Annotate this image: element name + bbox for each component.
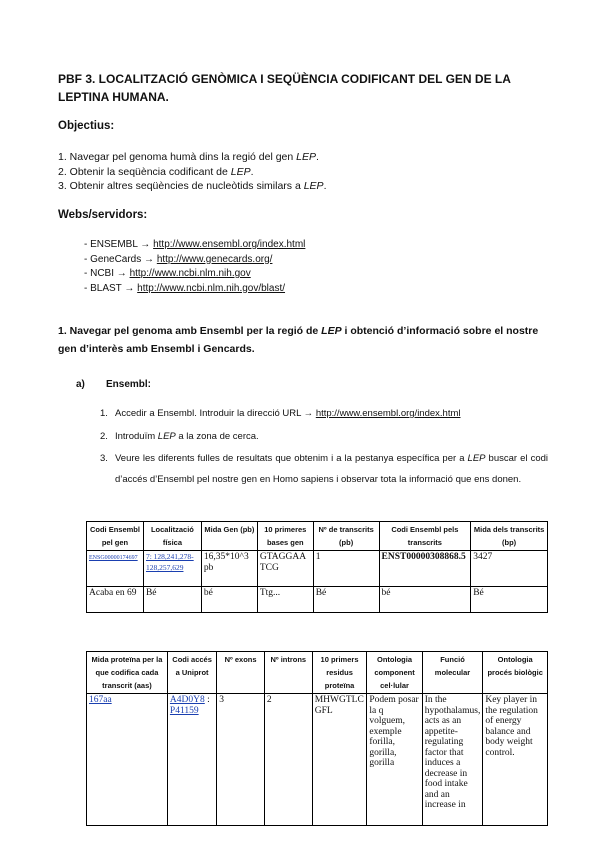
ncbi-link[interactable]: http://www.ncbi.nlm.nih.gov	[129, 268, 251, 279]
table-header: Ontologia procés biològic	[483, 652, 548, 694]
step-number: 3.	[100, 453, 108, 464]
gene-info-table	[86, 521, 548, 613]
objectives-heading: Objectius:	[58, 120, 115, 132]
gene-name: LEP	[157, 430, 176, 442]
table-cell	[87, 551, 144, 587]
table-header: Nº exons	[217, 652, 265, 694]
table-header: 10 primers residus proteïna	[312, 652, 367, 694]
table-cell: Acaba en 69	[87, 587, 144, 613]
objective-text: 1. Navegar pel genoma humà dins la regió del gen	[58, 151, 297, 163]
objective-text-end: .	[323, 180, 327, 192]
genecards-link[interactable]: http://www.genecards.org/	[156, 253, 273, 265]
step-text: Veure les diferents fulles de resultats que obtenim i a la pestanya específica per a	[115, 453, 468, 464]
table-cell: Podem posar la q volguem, exemple forilla, gorilla, gorilla	[367, 694, 422, 826]
table-cell: 2	[264, 694, 312, 826]
objective-text: 2. Obtenir la seqüència codificant de	[58, 165, 231, 178]
table-cell: Bé	[143, 587, 201, 613]
web-label: - ENSEMBL →	[84, 239, 154, 250]
objectives-list	[58, 150, 327, 194]
table-header: Nº de transcrits (pb)	[313, 522, 379, 551]
table-header: Localització física	[143, 522, 201, 551]
gene-name: LEP	[303, 180, 324, 192]
table-cell: ENST00000308868.5	[379, 551, 471, 587]
location-link[interactable]: 7: 128,241,278-128,257,629	[145, 552, 194, 572]
table-header: Nº introns	[264, 652, 312, 694]
table-cell: Ttg...	[257, 587, 313, 613]
objective-item	[58, 165, 327, 180]
objective-item	[58, 150, 327, 165]
table-cell: 1	[313, 551, 379, 587]
gene-name: LEP	[321, 325, 342, 337]
step-text-end: a la zona de cerca.	[175, 430, 259, 442]
table-cell: bé	[201, 587, 257, 613]
gene-name: LEP	[467, 453, 486, 464]
table-cell: 3427	[471, 551, 548, 587]
step-item	[100, 449, 548, 490]
subsection-title: Ensembl:	[106, 379, 152, 390]
step-text: Introduïm	[115, 430, 158, 442]
table-cell: Key player in the regulation of energy balance and body weight control.	[483, 694, 548, 826]
objective-text-end: .	[250, 165, 254, 178]
table-header: Funció molecular	[422, 652, 483, 694]
table-cell: MHWGTLCGFL	[312, 694, 367, 826]
web-item	[84, 238, 305, 253]
table-cell: GTAGGAATCG	[257, 551, 313, 587]
ensembl-url-link[interactable]: http://www.ensembl.org/index.html	[315, 408, 461, 419]
table-row	[87, 694, 548, 826]
table-cell: In the hypothalamus, acts as an appetite-regulating factor that induces a decrease in food intake and an increase in	[422, 694, 483, 826]
webs-list	[84, 238, 305, 296]
uniprot-link-1[interactable]: A4D0Y8	[169, 695, 205, 705]
web-item	[84, 282, 305, 297]
table-cell	[143, 551, 201, 587]
section-1-heading	[58, 322, 548, 358]
ensembl-gene-link[interactable]: ENSG00000174697	[89, 555, 138, 561]
table-row	[87, 551, 548, 587]
subsection-label: a)	[76, 379, 85, 390]
web-item	[84, 267, 305, 282]
objective-item	[58, 179, 327, 194]
table-header: Mida dels transcrits (bp)	[471, 522, 548, 551]
table-cell: 3	[217, 694, 265, 826]
table-cell: 16,35*10^3 pb	[201, 551, 257, 587]
web-item	[84, 253, 305, 268]
step-text: Accedir a Ensembl. Introduir la direcció URL →	[115, 408, 316, 419]
ensembl-link[interactable]: http://www.ensembl.org/index.html	[153, 239, 306, 250]
table-cell: bé	[379, 587, 471, 613]
web-label: - NCBI →	[84, 268, 130, 279]
table-header: Codi Ensembl pels transcrits	[379, 522, 471, 551]
step-item	[100, 427, 548, 448]
table-header-row	[87, 522, 548, 551]
table-header: Mida Gen (pb)	[201, 522, 257, 551]
gene-name: LEP	[230, 165, 251, 178]
table-header: Codi Ensembl pel gen	[87, 522, 144, 551]
table-header: Ontologia component cel·lular	[367, 652, 422, 694]
table-header-row	[87, 652, 548, 694]
table-header: Mida proteïna per la que codifica cada transcrit (aas)	[87, 652, 168, 694]
step-item	[100, 404, 548, 425]
web-label: - GeneCards →	[84, 253, 157, 265]
section-text: 1. Navegar pel genoma amb Ensembl per la regió de	[58, 325, 322, 337]
gene-name: LEP	[296, 151, 317, 163]
step-text-end: buscar el codi d’accés d’Ensembl pel nostre gen en Homo sapiens i observar tota la informació que ens donen.	[115, 453, 548, 485]
webs-heading: Webs/servidors:	[58, 209, 148, 221]
table-cell: Bé	[313, 587, 379, 613]
protein-size-link[interactable]: 167aa	[89, 695, 112, 705]
uniprot-link-2[interactable]: P41159	[169, 705, 199, 716]
page-title: PBF 3. LOCALITZACIÓ GENÒMICA I SEQÜÈNCIA CODIFICANT DEL GEN DE LA LEPTINA HUMANA.	[58, 72, 511, 104]
section-text-end: i obtenció d’informació sobre el nostre gen d’interès amb Ensembl i Gencards.	[58, 325, 539, 355]
step-number: 2.	[100, 430, 108, 442]
steps-list	[100, 404, 548, 490]
objective-text: 3. Obtenir altres seqüències de nucleòtids similars a	[58, 180, 304, 192]
subsection-a	[76, 379, 151, 390]
web-label: - BLAST →	[84, 282, 138, 294]
table-cell	[87, 694, 168, 826]
objective-text-end: .	[316, 151, 319, 163]
table-cell	[167, 694, 216, 826]
table-header: 10 primeres bases gen	[257, 522, 313, 551]
table-row	[87, 587, 548, 613]
protein-info-table	[86, 651, 548, 826]
blast-link[interactable]: http://www.ncbi.nlm.nih.gov/blast/	[137, 282, 286, 294]
step-number: 1.	[100, 408, 108, 419]
table-header: Codi accés a Uniprot	[167, 652, 216, 694]
separator: :	[204, 695, 210, 705]
table-cell: Bé	[471, 587, 548, 613]
